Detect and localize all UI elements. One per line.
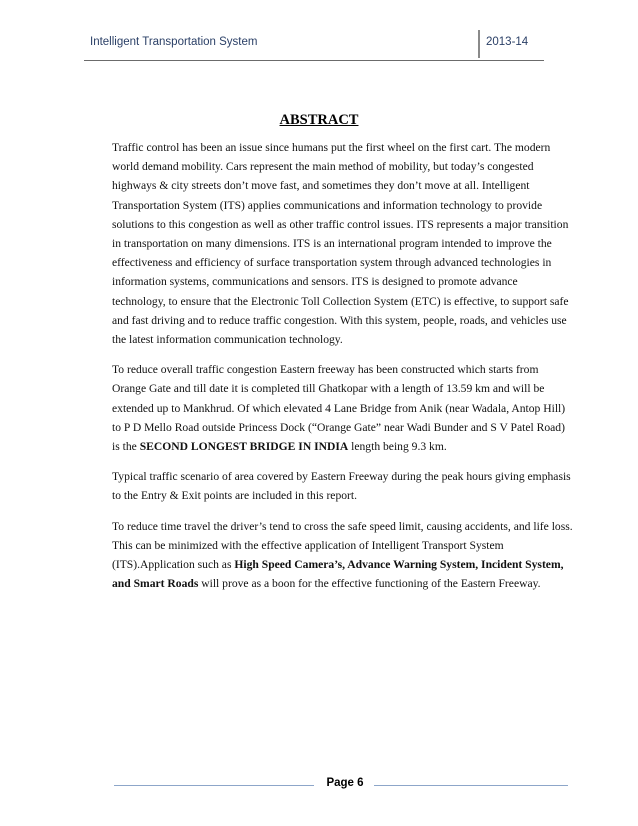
header-separator bbox=[478, 30, 480, 58]
paragraph-its-application-text-b: will prove as a boon for the effective functioning of the Eastern Freeway. bbox=[198, 577, 541, 591]
abstract-body bbox=[112, 138, 574, 593]
footer-rule-right bbox=[374, 785, 568, 786]
applications-highlight: High Speed Camera’s, Advance Warning System, Incident System, and Smart Roads bbox=[112, 558, 564, 591]
footer-rule-left bbox=[114, 785, 314, 786]
header-title: Intelligent Transportation System bbox=[90, 36, 258, 48]
header-rule bbox=[84, 60, 544, 61]
paragraph-its-application bbox=[112, 517, 574, 594]
bridge-highlight: SECOND LONGEST BRIDGE IN INDIA bbox=[139, 440, 349, 454]
paragraph-eastern-freeway bbox=[112, 360, 574, 456]
paragraph-intro: Traffic control has been an issue since humans put the first wheel on the first cart. The modern world demand mobility. Cars represent the main method of mobility, but today’s congested highways & city streets don’t move fast, and sometimes they don’t move at all. Intelligent Transportation System (ITS) applies communications and information technology to provide solutions to this congestion as well as other traffic control issues. ITS represents a major transition in transportation on many dimensions. ITS is an international program intended to improve the effectiveness and efficiency of surface transportation system through advanced technologies in information systems, communications and sensors. ITS is designed to promote advance technology, to ensure that the Electronic Toll Collection System (ETC) is effective, to support safe and fast driving and to reduce traffic congestion. With this system, people, roads, and vehicles use the latest information communication technology. bbox=[112, 141, 569, 347]
paragraph-eastern-freeway-text-a: To reduce overall traffic congestion Eastern freeway has been constructed which starts from Orange Gate and till date it is completed till Ghatkopar with a length of 13.59 km and will be extended up to Mankhrud. Of which elevated 4 Lane Bridge from Anik (near Wadala, Antop Hill) to P D Mello Road outside Princess Dock (“Orange Gate” near Wadi Bunder and S V Patel Road) is the bbox=[112, 363, 566, 454]
paragraph-eastern-freeway-text-b: length being 9.3 km. bbox=[348, 440, 447, 454]
header-year: 2013-14 bbox=[486, 36, 529, 48]
abstract-heading: ABSTRACT bbox=[279, 112, 359, 128]
page-number: Page 6 bbox=[326, 777, 364, 789]
paragraph-traffic-scenario: Typical traffic scenario of area covered by Eastern Freeway during the peak hours giving emphasis to the Entry & Exit points are included in this report. bbox=[112, 470, 571, 503]
paragraph-its-application-text-a: To reduce time travel the driver’s tend to cross the safe speed limit, causing accidents, and life loss. This can be minimized with the effective application of Intelligent Transport System (ITS).Application such as bbox=[112, 519, 573, 572]
